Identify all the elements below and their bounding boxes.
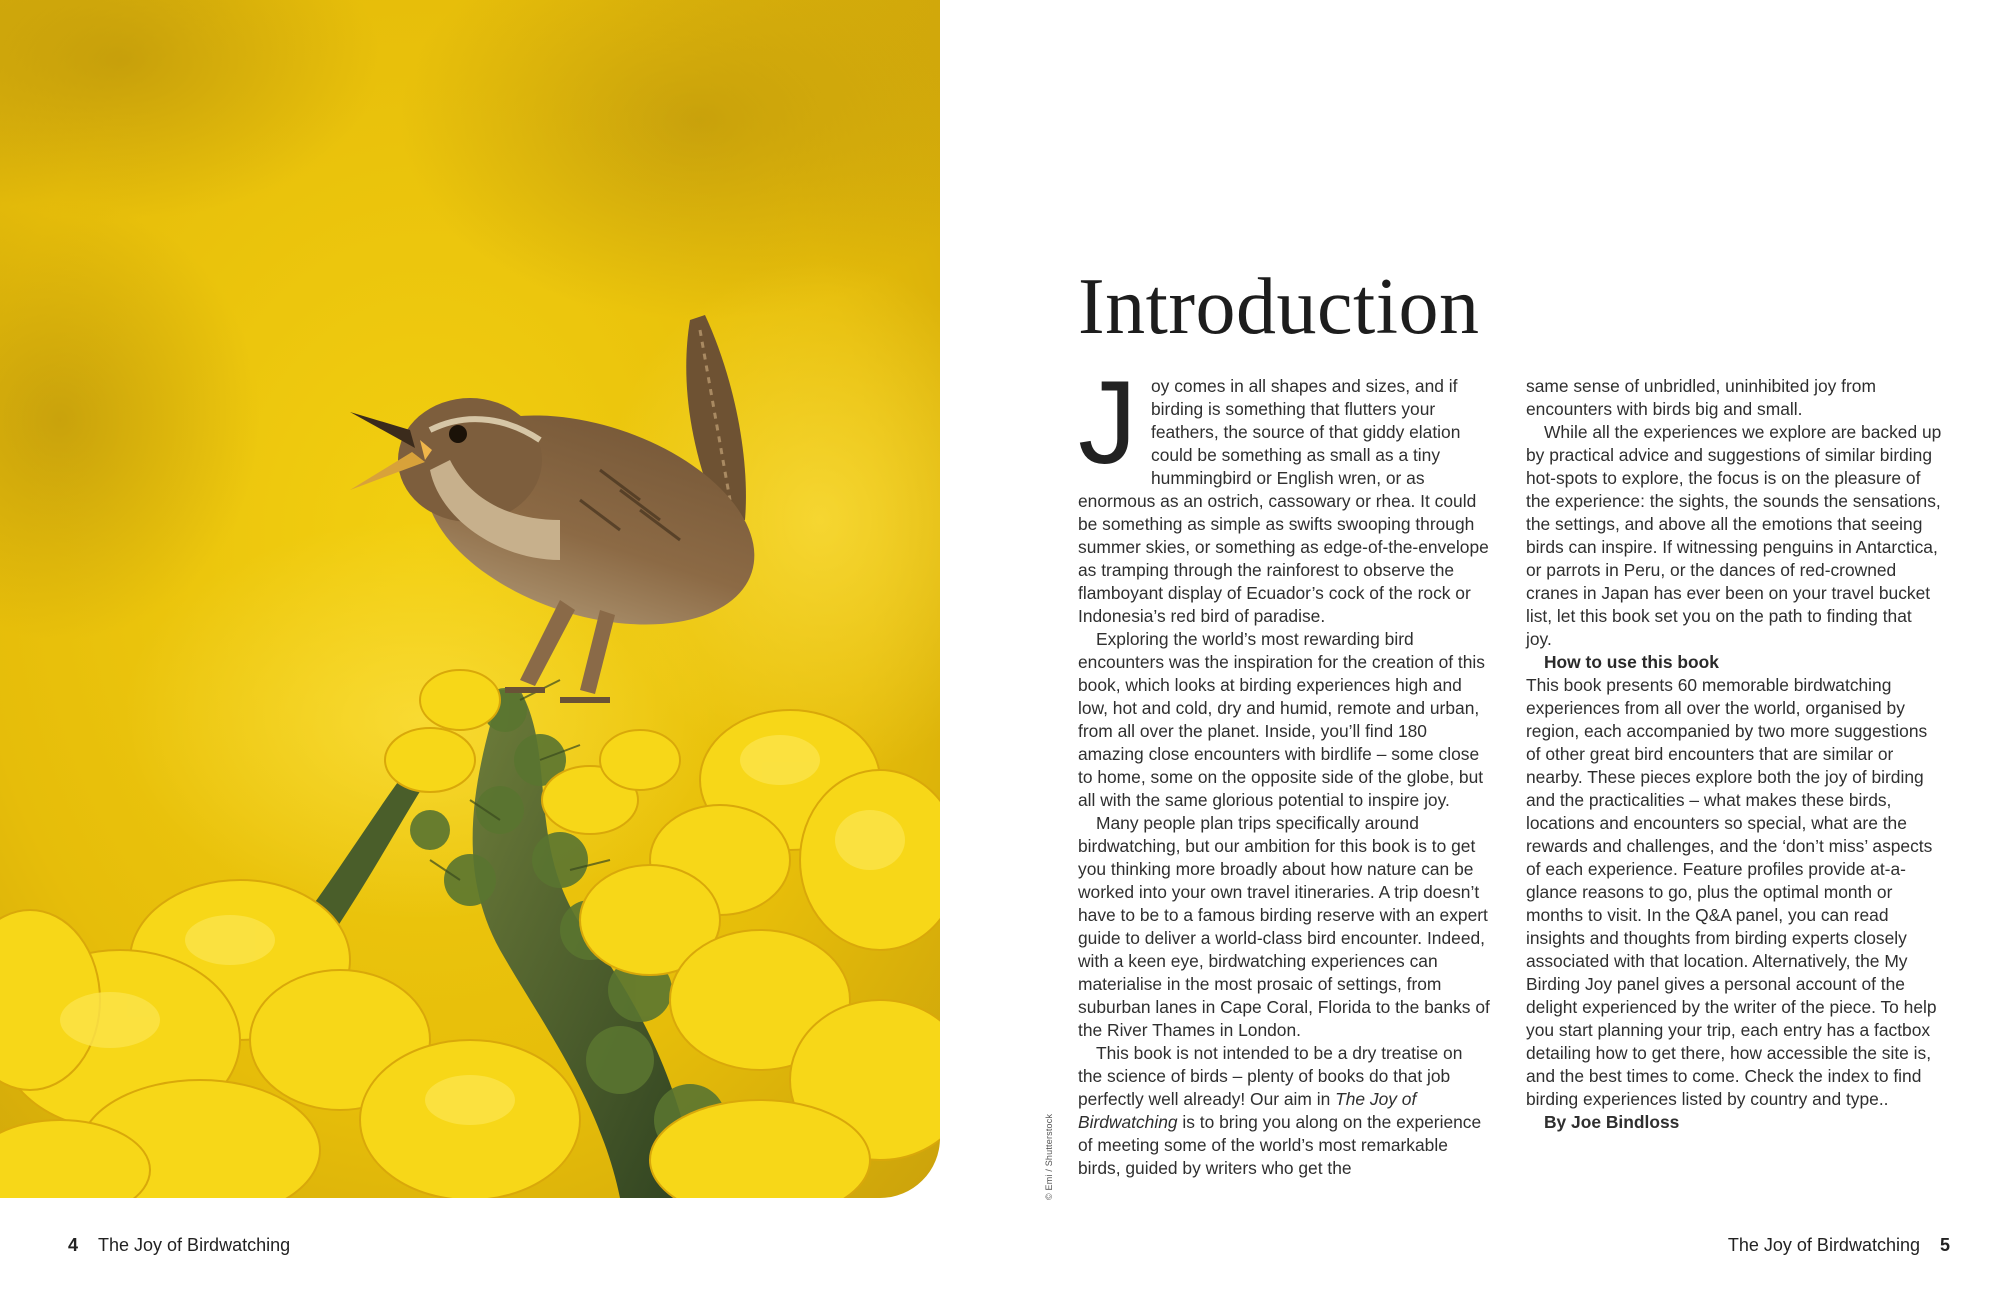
text-column-1 [1078,357,1490,1180]
running-title-left: The Joy of Birdwatching [98,1235,291,1255]
body-paragraph: While all the experiences we explore are backed up by practical advice and suggestions of similar birding hot-spots to explore, the focus is on the pleasure of the experience: the sights, the sounds the sensations, the settings, and above all the emotions that seeing birds can inspire. If witnessing penguins in Antarctica, or parrots in Peru, or the dances of red-crowned cranes in Japan has ever been on your travel bucket list, let this book set you on the path to finding that joy. [1526,422,1942,649]
page-title: Introduction [1078,263,1480,351]
footer-right [1728,1235,1950,1256]
intro-paragraph: Joy comes in all shapes and sizes, and if birding is something that flutters your feathers, the source of that giddy elation could be something as small as a tiny hummingbird or English wren, or as enormous as an ostrich, cassowary or rhea. It could be something as simple as swifts swooping through summer skies, or something as edge-of-the-envelope as tramping through the rainforest to observe the flamboyant display of Ecuador’s cock of the rock or Indonesia’s red bird of paradise. [1078,357,1489,626]
body-paragraph: Exploring the world’s most rewarding bird encounters was the inspiration for the creation of this book, which looks at birding experiences high and low, hot and cold, dry and humid, remote and urban, from all over the planet. Inside, you’ll find 180 amazing close encounters with birdlife – some close to home, some on the opposite side of the globe, but all with the same glorious potential to inspire joy. [1078,629,1485,810]
photo-credit: © Emi / Shutterstock [1044,1113,1054,1200]
body-paragraph: same sense of unbridled, uninhibited joy from encounters with birds big and small. [1526,376,1876,419]
section-subhead: How to use this book [1544,652,1719,672]
running-title-right: The Joy of Birdwatching [1727,1235,1920,1255]
book-title-italic: The Joy of Birdwatching [1078,1089,1417,1132]
author-byline: By Joe Bindloss [1544,1112,1680,1132]
body-paragraph: Many people plan trips specifically around birdwatching, but our ambition for this book is to get you thinking more broadly about how nature can be worked into your own travel itineraries. A trip doesn’t have to be to a famous birding reserve with an expert guide to deliver a world-class bird encounter. Indeed, with a keen eye, birdwatching experiences can materialise in the most prosaic of settings, from suburban lanes in Cape Coral, Florida to the banks of the River Thames in London. [1078,813,1490,1040]
text-column-2 [1526,375,1942,1134]
howto-paragraph: This book presents 60 memorable birdwatching experiences from all over the world, organised by region, each accompanied by two more suggestions of other great bird encounters that are similar or nearby. These pieces explore both the joy of birding and the practicalities – what makes these birds, locations and encounters so special, what are the rewards and challenges, and the ‘don’t miss’ aspects of each experience. Feature profiles provide at-a-glance reasons to go, plus the optimal month or months to visit. In the Q&A panel, you can read insights and thoughts from birding experts closely associated with that location. Alternatively, the My Birding Joy panel gives a personal account of the delight experienced by the writer of the piece. To help you start planning your trip, each entry has a factbox detailing how to get there, how accessible the site is, and the best times to come. Check the index to find birding experiences listed by country and type.. [1526,675,1937,1109]
wren-on-gorse-illustration [0,0,940,1198]
footer-left [68,1235,290,1256]
page-number-left: 4 [68,1235,79,1255]
drop-cap: J [1078,357,1137,489]
page-number-right: 5 [1939,1235,1950,1255]
body-paragraph: This book is not intended to be a dry treatise on the science of birds – plenty of books do that job perfectly well already! Our aim in The Joy of Birdwatching is to bring you along on the experience of meeting some of the world’s most remarkable birds, guided by writers who get the [1078,1043,1482,1178]
wren-photo [0,0,940,1198]
